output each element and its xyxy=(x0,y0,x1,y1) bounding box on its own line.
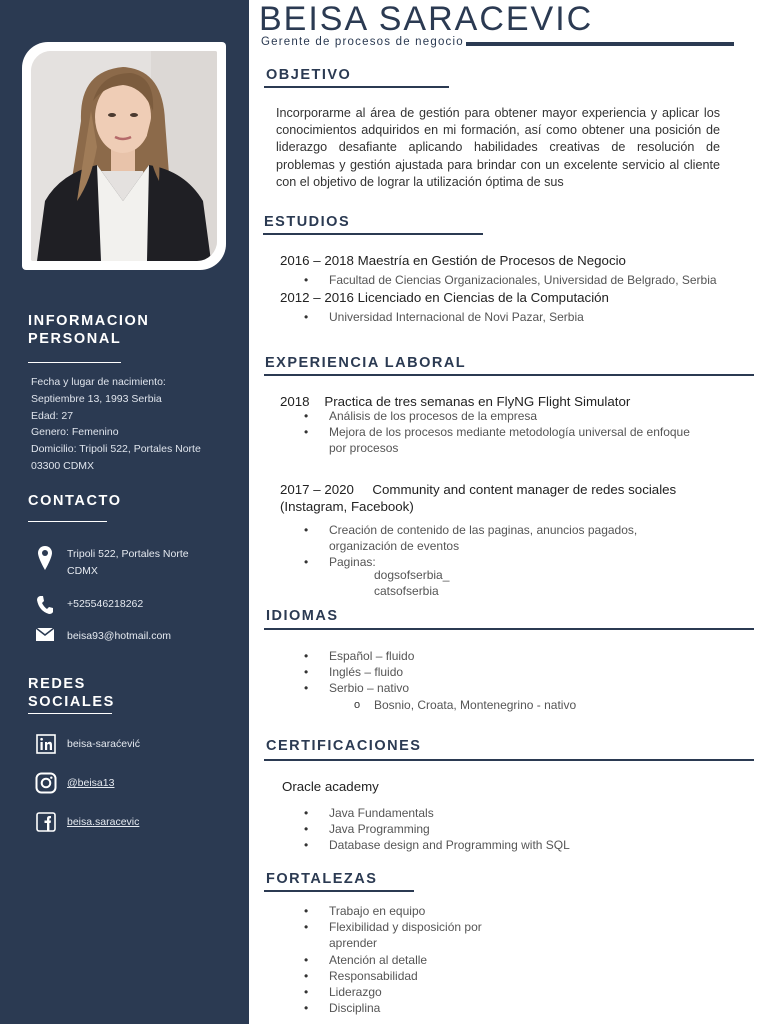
social-facebook[interactable] xyxy=(35,811,139,833)
personal-info-list xyxy=(31,374,241,475)
experiencia-job-1-bullets xyxy=(302,408,702,457)
list-item: • Java Fundamentals xyxy=(302,805,702,821)
list-item: • Paginas: xyxy=(302,554,662,570)
contact-email-text[interactable]: beisa93@hotmail.com xyxy=(67,630,172,642)
idiomas-heading: IDIOMAS xyxy=(266,608,339,624)
contact-email xyxy=(35,628,171,645)
location-pin-icon xyxy=(35,546,55,570)
facebook-icon xyxy=(35,811,57,833)
envelope-icon xyxy=(35,628,55,641)
list-item: • Facultad de Ciencias Organizacionales, Universidad de Belgrado, Serbia xyxy=(302,272,717,288)
list-item: • Disciplina xyxy=(302,1000,492,1016)
social-instagram[interactable] xyxy=(35,772,114,794)
estudios-entry-1: 2016 – 2018 Maestría en Gestión de Procesos de Negocio xyxy=(280,253,626,268)
experiencia-job-2: 2017 – 2020 Community and content manager de redes sociales (Instagram, Facebook) xyxy=(280,482,680,514)
header-bar xyxy=(466,42,734,46)
personal-info-line: Domicilio: Tripoli 522, Portales Norte xyxy=(31,443,201,456)
estudios-rule xyxy=(263,233,483,235)
contact-address-line2: CDMX xyxy=(67,565,98,577)
personal-info-line: Fecha y lugar de nacimiento: xyxy=(31,376,166,388)
objetivo-rule xyxy=(264,86,449,88)
contact-rule xyxy=(28,521,107,522)
list-item: • Responsabilidad xyxy=(302,968,492,984)
fortalezas-rule xyxy=(264,890,414,892)
person-name: BEISA SARACEVIC xyxy=(259,0,594,38)
contact-phone-text[interactable]: +525546218262 xyxy=(67,598,144,610)
experiencia-heading: EXPERIENCIA LABORAL xyxy=(265,355,467,371)
personal-info-line: 03300 CDMX xyxy=(31,459,95,472)
social-linkedin-text[interactable]: beisa-saraćević xyxy=(67,738,140,750)
experiencia-rule xyxy=(264,374,754,376)
idiomas-rule xyxy=(264,628,754,630)
list-item: • Español – fluido xyxy=(302,648,702,664)
list-item: • Liderazgo xyxy=(302,984,492,1000)
list-item: o Bosnio, Croata, Montenegrino - nativo xyxy=(302,697,702,713)
list-item: • Creación de contenido de las paginas, anuncios pagados, organización de eventos xyxy=(302,522,662,554)
instagram-icon xyxy=(35,772,57,794)
list-item: • Mejora de los procesos mediante metodología universal de enfoque por procesos xyxy=(302,424,702,456)
list-item: • Inglés – fluido xyxy=(302,664,702,680)
page-name: dogsofserbia_ xyxy=(374,568,450,582)
main-content xyxy=(249,0,768,1024)
estudios-entry-1-details xyxy=(302,272,717,288)
social-heading: REDES SOCIALES xyxy=(28,676,115,710)
contact-address-line1: Tripoli 522, Portales Norte xyxy=(67,548,189,560)
list-item: • Trabajo en equipo xyxy=(302,903,492,919)
list-item: • Análisis de los procesos de la empresa xyxy=(302,408,702,424)
list-item: • Database design and Programming with SQL xyxy=(302,837,702,853)
personal-info-heading: INFORMACION PERSONAL xyxy=(28,313,150,347)
experiencia-pages-list xyxy=(374,567,449,599)
personal-info-line: Septiembre 13, 1993 Serbia xyxy=(31,392,162,405)
person-role: Gerente de procesos de negocio xyxy=(261,36,464,48)
list-item: • Java Programming xyxy=(302,821,702,837)
list-item: • Atención al detalle xyxy=(302,952,492,968)
social-linkedin[interactable] xyxy=(35,733,140,755)
fortalezas-heading: FORTALEZAS xyxy=(266,871,378,887)
certificaciones-heading: CERTIFICACIONES xyxy=(266,738,422,754)
social-facebook-text[interactable]: beisa.saracevic xyxy=(67,816,140,828)
personal-info-line: Edad: 27 xyxy=(31,409,74,422)
contact-heading: CONTACTO xyxy=(28,493,122,509)
contact-address xyxy=(35,546,189,580)
objetivo-text: Incorporarme al área de gestión para obtener mayor experiencia y aplicar los conocimientos adquiridos en mi formación, así como obtener una posición de liderazgo desafiante aplicando habilidades creativas de resolución de problemas y gestión ajustada para brindar con un excelente servicio al cliente con el objetivo de lograr la utilización óptima de sus xyxy=(276,106,720,189)
personal-info-line: Genero: Femenino xyxy=(31,426,119,439)
profile-photo-frame xyxy=(22,42,226,270)
social-rule xyxy=(28,713,112,714)
phone-icon xyxy=(35,596,55,614)
experiencia-job-2-bullets xyxy=(302,522,662,571)
certificaciones-provider: Oracle academy xyxy=(282,779,379,794)
estudios-entry-2-details xyxy=(302,309,584,325)
list-item: • Serbio – nativo xyxy=(302,680,702,696)
list-item: • Universidad Internacional de Novi Pazar, Serbia xyxy=(302,309,584,325)
page-name: catsofserbia xyxy=(374,584,439,598)
personal-info-rule xyxy=(28,362,121,363)
idiomas-list xyxy=(302,648,702,713)
objetivo-heading: OBJETIVO xyxy=(266,67,352,83)
contact-phone xyxy=(35,596,143,614)
experiencia-job-1: 2018 Practica de tres semanas en FlyNG Flight Simulator xyxy=(280,394,631,409)
sidebar xyxy=(0,0,249,1024)
estudios-heading: ESTUDIOS xyxy=(264,214,351,230)
certificaciones-list xyxy=(302,805,702,854)
profile-photo xyxy=(31,51,217,261)
certificaciones-rule xyxy=(264,759,754,761)
list-item: • Flexibilidad y disposición por aprender xyxy=(302,919,492,951)
social-instagram-text[interactable]: @beisa13 xyxy=(67,777,115,789)
fortalezas-list xyxy=(302,903,492,1016)
estudios-entry-2: 2012 – 2016 Licenciado en Ciencias de la Computación xyxy=(280,290,609,305)
linkedin-icon xyxy=(35,733,57,755)
